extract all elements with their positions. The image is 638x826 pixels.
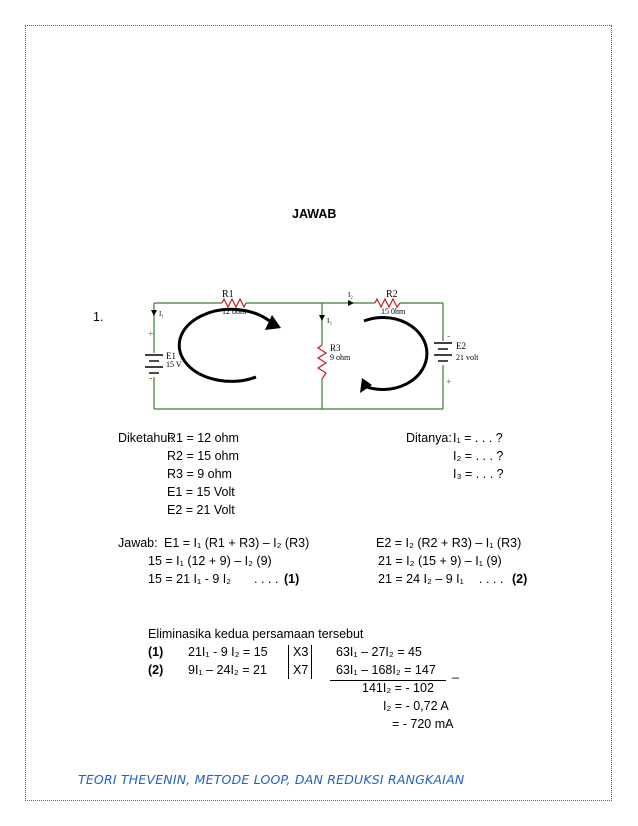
eliminasi-eq-2: 9I₁ – 24I₂ = 21 xyxy=(188,663,267,677)
jawab-right-line: 21 = 24 I₂ – 9 I₁ xyxy=(378,572,464,586)
e2-battery xyxy=(434,343,452,361)
ditanya-item: I₂ = . . . ? xyxy=(453,449,504,463)
r1-resistor xyxy=(222,299,246,307)
jawab-left-line: 15 = 21 I₁ - 9 I₂ xyxy=(148,572,232,586)
jawab-right-line: E2 = I₂ (R2 + R3) – I₁ (R3) xyxy=(376,536,522,550)
i1-label: I₁ xyxy=(159,310,164,318)
multiplier-1: X3 xyxy=(293,645,309,659)
eliminasi-result-2: 63I₁ – 168I₂ = 147 xyxy=(336,663,436,677)
diketahui-item: R2 = 15 ohm xyxy=(167,449,239,463)
e1-minus: - xyxy=(149,373,153,384)
jawab-right-line: 21 = I₂ (15 + 9) – I₁ (9) xyxy=(378,554,502,568)
e1-battery xyxy=(145,355,163,373)
e1-plus: + xyxy=(148,329,154,340)
eliminasi-eq-1: 21I₁ - 9 I₂ = 15 xyxy=(188,645,268,659)
diketahui-item: R1 = 12 ohm xyxy=(167,431,239,445)
e2-value: 21 volt xyxy=(456,353,478,362)
e2-label: E2 xyxy=(456,341,466,351)
e2-plus: + xyxy=(446,377,452,388)
r1-label: R1 xyxy=(222,289,234,300)
diketahui-item: R3 = 9 ohm xyxy=(167,467,232,481)
i2-label: I₂ xyxy=(348,291,353,299)
r1-value: 12 ohm xyxy=(222,307,247,316)
circuit-diagram xyxy=(138,285,478,415)
diketahui-item: E2 = 21 Volt xyxy=(167,503,235,517)
i1-arrow-icon xyxy=(151,310,157,316)
e2-minus: - xyxy=(447,331,451,342)
equation-tag-2: (2) xyxy=(512,572,528,586)
i3-label: I₃ xyxy=(327,317,332,325)
r3-resistor xyxy=(318,345,326,379)
eliminasi-tag-1: (1) xyxy=(148,645,164,659)
eliminasi-result-1: 63I₁ – 27I₂ = 45 xyxy=(336,645,422,659)
loop1-arrow-icon xyxy=(179,309,272,381)
jawab-left-line: E1 = I₁ (R1 + R3) – I₂ (R3) xyxy=(164,536,310,550)
dots: . . . . xyxy=(479,572,504,586)
loop2-arrow-icon xyxy=(364,318,427,390)
result-line-2: I₂ = - 0,72 A xyxy=(383,699,449,713)
ditanya-item: I₃ = . . . ? xyxy=(453,467,504,481)
e1-label: E1 xyxy=(166,351,176,361)
i3-arrow-icon xyxy=(319,315,325,321)
ditanya-item: I₁ = . . . ? xyxy=(453,431,503,445)
multiplier-bar-right xyxy=(311,645,312,679)
e1-value: 15 V xyxy=(166,360,182,369)
diketahui-label: Diketahui: xyxy=(118,431,174,445)
diketahui-item: E1 = 15 Volt xyxy=(167,485,235,499)
result-line-1: 141I₂ = - 102 xyxy=(362,681,434,695)
page-title: JAWAB xyxy=(292,207,337,221)
eliminasi-tag-2: (2) xyxy=(148,663,164,677)
r3-value: 9 ohm xyxy=(330,353,351,362)
multiplier-2: X7 xyxy=(293,663,309,677)
footer-title: TEORI THEVENIN, METODE LOOP, DAN REDUKSI RANGKAIAN xyxy=(78,772,465,787)
r2-value: 15 0hm xyxy=(381,307,406,316)
subtraction-sign: _ xyxy=(452,665,459,679)
eliminasi-heading: Eliminasika kedua persamaan tersebut xyxy=(148,627,364,641)
i2-arrow-icon xyxy=(348,300,354,306)
r2-label: R2 xyxy=(386,289,398,300)
result-line-3: = - 720 mA xyxy=(392,717,454,731)
multiplier-bar-left xyxy=(288,645,289,679)
ditanya-label: Ditanya: xyxy=(406,431,452,445)
problem-number: 1. xyxy=(93,310,104,324)
r3-label: R3 xyxy=(330,343,341,353)
equation-tag-1: (1) xyxy=(284,572,300,586)
r2-resistor xyxy=(375,299,400,307)
dots: . . . . xyxy=(254,572,279,586)
jawab-label: Jawab: xyxy=(118,536,158,550)
jawab-left-line: 15 = I₁ (12 + 9) – I₂ (9) xyxy=(148,554,272,568)
